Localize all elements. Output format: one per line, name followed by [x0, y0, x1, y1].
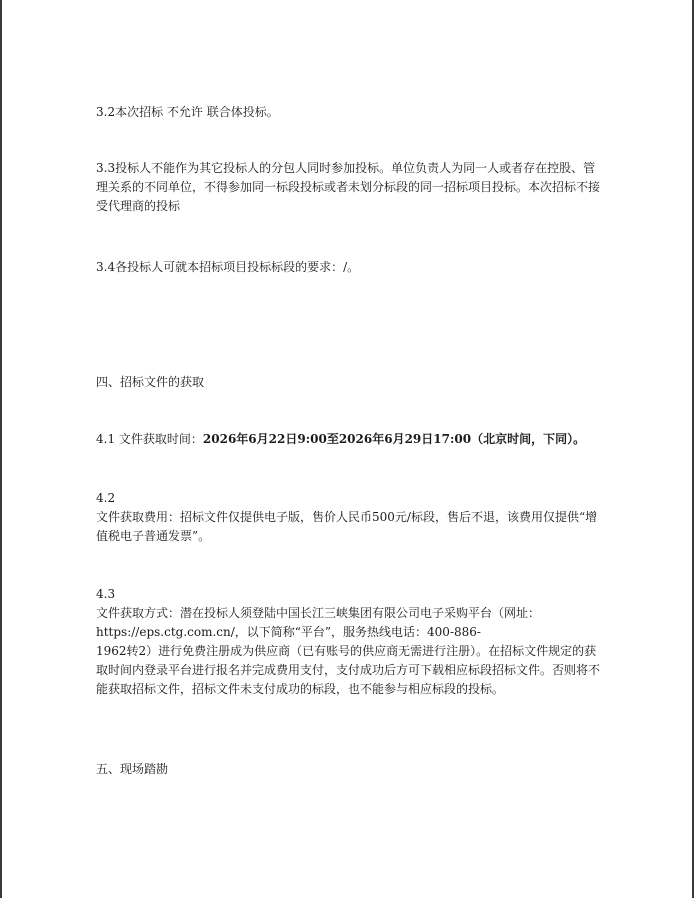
- page-border-left: [0, 0, 2, 898]
- section-5-heading: 五、现场踏勘: [96, 762, 169, 776]
- section-4-heading: 四、招标文件的获取: [96, 375, 205, 389]
- clause-4-1-value: 2026年6月22日9:00至2026年6月29日17:00（北京时间，下同）。: [202, 432, 586, 446]
- clause-3-2: 3.2本次招标 不允许 联合体投标。: [96, 105, 279, 119]
- clause-3-3: 3.3投标人不能作为其它投标人的分包人同时参加投标。单位负责人为同一人或者存在控股、管理关系的不同单位，不得参加同一标段投标或者未划分标段的同一招标项目投标。本次招标不接受代理商的投标: [96, 161, 601, 213]
- clause-4-2-number: 4.2: [96, 491, 116, 505]
- clause-4-3-line1: 文件获取方式：潜在投标人须登陆中国长江三峡集团有限公司电子采购平台（网址：: [96, 606, 541, 620]
- clause-4-3-rest: 1962转2）进行免费注册成为供应商（已有账号的供应商无需进行注册）。在招标文件规定的获取时间内登录平台进行报名并完成费用支付，支付成功后方可下载相应标段招标文件。否则将不能获取招标文件，招标文件未支付成功的标段，也不能参与相应标段的投标。: [96, 644, 601, 696]
- clause-4-1-label: 4.1 文件获取时间：: [96, 432, 203, 446]
- clause-4-1: [96, 430, 606, 449]
- clause-4-3-number: 4.3: [96, 587, 116, 601]
- clause-4-2-text: 文件获取费用：招标文件仅提供电子版，售价人民币500元/标段，售后不退，该费用仅提供“增值税电子普通发票”。: [96, 510, 598, 543]
- clause-3-4: 3.4各投标人可就本招标项目投标标段的要求：/。: [96, 260, 360, 274]
- clause-4-3-line2: https://eps.ctg.com.cn/，以下简称“平台”，服务热线电话：400-886-: [96, 625, 481, 639]
